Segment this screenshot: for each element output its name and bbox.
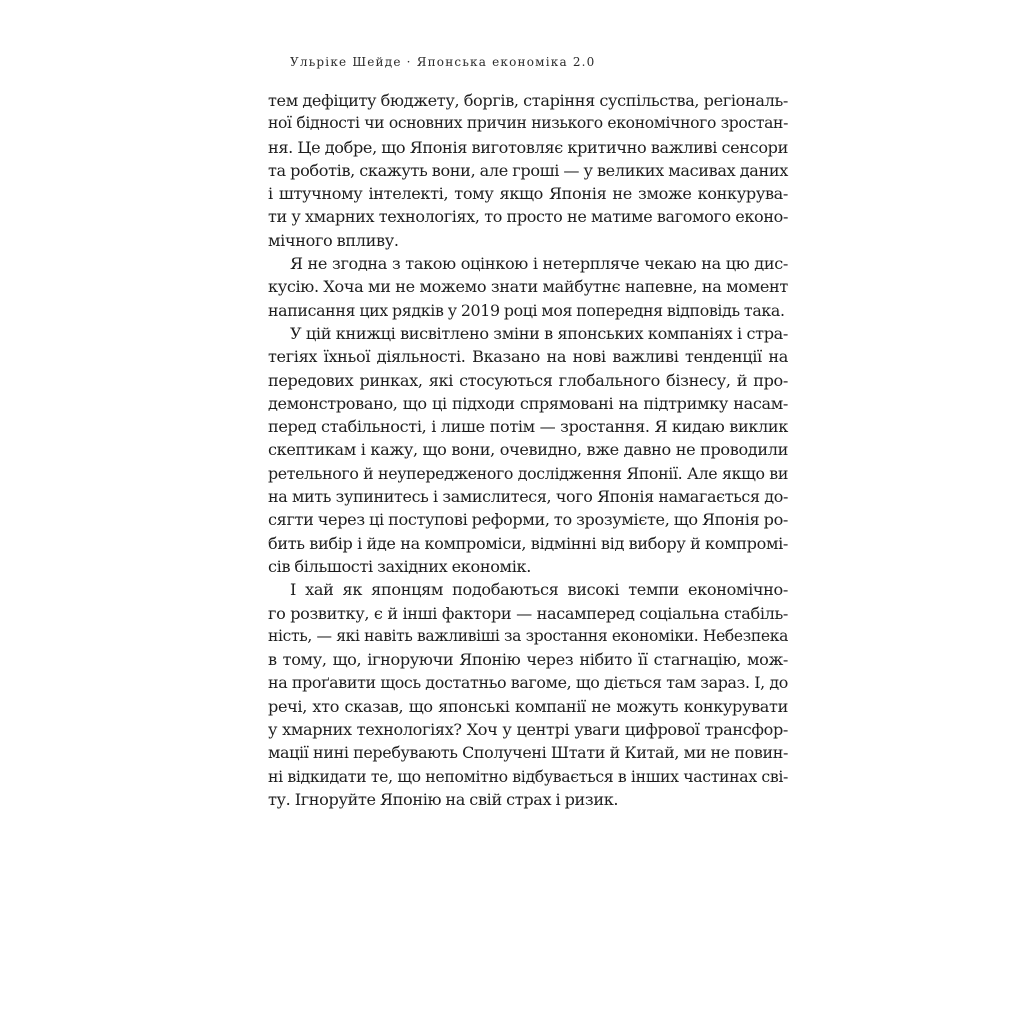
text-line: тегіях їхньої діяльності. Вказано на нові важливі тенденції на xyxy=(268,347,788,367)
text-line: сів більшості західних економік. xyxy=(268,556,531,576)
text-line: мації нині перебувають Сполучені Штати й Китай, ми не повин- xyxy=(268,743,788,763)
paragraph-4 xyxy=(268,578,788,811)
text-line: ти у хмарних технологіях, то просто не матиме вагомого еконо- xyxy=(268,207,788,227)
text-line: кусію. Хоча ми не можемо знати майбутнє напевне, на момент xyxy=(268,277,788,297)
text-line: ність, — які навіть важливіші за зростання економіки. Небезпека xyxy=(268,626,788,645)
text-line: тем дефіциту бюджету, боргів, старіння суспільства, регіональ- xyxy=(268,91,788,110)
text-line: У цій книжці висвітлено зміни в японських компаніях і стра- xyxy=(290,323,788,343)
body-text xyxy=(268,89,788,811)
text-line: на мить зупинитесь і замислитеся, чого Японія намагається до- xyxy=(268,487,788,507)
text-line: та роботів, скажуть вони, але гроші — у великих масивах даних xyxy=(268,160,788,180)
running-head: Ульріке Шейде · Японська економіка 2.0 xyxy=(290,55,596,69)
text-line: скептикам і кажу, що вони, очевидно, вже давно не проводили xyxy=(268,440,788,460)
text-line: перед стабільності, і лише потім — зростання. Я кидаю виклик xyxy=(268,417,788,437)
text-line: Я не згодна з такою оцінкою і нетерпляче чекаю на цю дис- xyxy=(290,254,788,274)
text-line: ня. Це добре, що Японія виготовляє критично важливі сенсори xyxy=(268,137,788,157)
text-line: передових ринках, які стосуються глобального бізнесу, й про- xyxy=(268,370,788,390)
text-line: написання цих рядків у 2019 році моя попередня відповідь така. xyxy=(268,300,785,320)
paragraph-1 xyxy=(268,89,788,252)
text-line: речі, хто сказав, що японські компанії не можуть конкурувати xyxy=(268,696,788,716)
text-line: на проґавити щось достатньо вагоме, що діється там зараз. І, до xyxy=(268,673,788,693)
text-line: сягти через ці поступові реформи, то зрозумієте, що Японія ро- xyxy=(268,510,788,530)
text-line: І хай як японцям подобаються високі темпи економічно- xyxy=(290,580,788,600)
paragraph-2 xyxy=(268,252,788,322)
text-line: в тому, що, ігноруючи Японію через нібито її стагнацію, мож- xyxy=(268,650,788,670)
text-line: і штучному інтелекті, тому якщо Японія не зможе конкурува- xyxy=(268,184,788,204)
paragraph-3 xyxy=(268,322,788,578)
text-line: ретельного й неупередженого дослідження Японії. Але якщо ви xyxy=(268,463,788,483)
text-line: го розвитку, є й інші фактори — насамперед соціальна стабіль- xyxy=(268,603,788,623)
text-line: бить вибір і йде на компроміси, відмінні від вибору й компромі- xyxy=(268,533,788,553)
text-line: ної бідності чи основних причин низького економічного зростан- xyxy=(268,114,788,133)
text-line: демонстровано, що ці підходи спрямовані на підтримку насам- xyxy=(268,393,788,413)
text-line: мічного впливу. xyxy=(268,230,399,250)
text-line: ту. Ігноруйте Японію на свій страх і ризик. xyxy=(268,789,619,809)
text-line: у хмарних технологіях? Хоч у центрі уваги цифрової трансфор- xyxy=(268,720,788,740)
text-line: ні відкидати те, що непомітно відбувається в інших частинах сві- xyxy=(268,766,788,786)
